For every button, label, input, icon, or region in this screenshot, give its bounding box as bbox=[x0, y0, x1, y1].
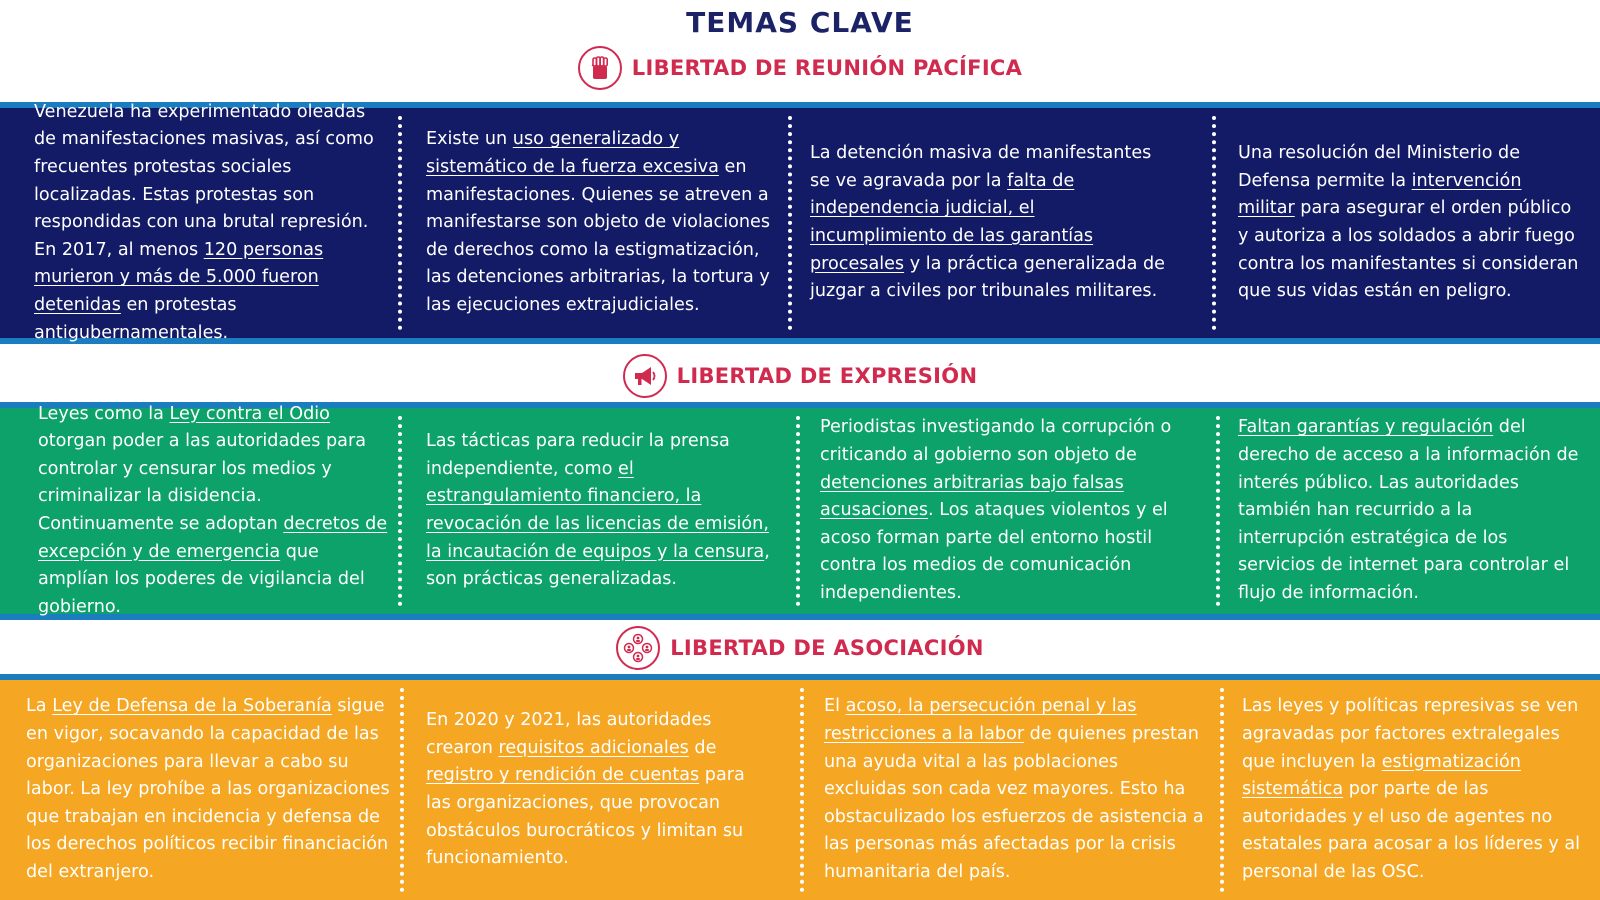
highlighted-phrase: requisitos adicionales bbox=[498, 737, 689, 758]
section-heading-expresion bbox=[0, 354, 1600, 398]
section-title: LIBERTAD DE REUNIÓN PACÍFICA bbox=[631, 56, 1023, 80]
column-text bbox=[426, 707, 774, 873]
text-run: Leyes como la bbox=[38, 403, 170, 424]
text-run: otorgan poder a las autoridades para controlar y censurar los medios y criminalizar la disidencia. Continuamente se adoptan bbox=[38, 431, 366, 534]
text-run: Venezuela ha experimentado oleadas de manifestaciones masivas, así como frecuentes protestas sociales localizadas. Estas protestas son respondidas con una brutal represión. En 2017, al menos bbox=[34, 101, 374, 260]
text-run: para las organizaciones, que provocan obstáculos burocráticos y limitan su funcionamiento. bbox=[426, 765, 745, 869]
text-run: por parte de las autoridades y el uso de agentes no estatales para acosar a los líderes y al personal de las OSC. bbox=[1242, 779, 1581, 882]
highlighted-phrase: registro y rendición de cuentas bbox=[426, 765, 700, 786]
text-run: La bbox=[26, 696, 53, 717]
column-text bbox=[1242, 693, 1586, 886]
section-band-asociacion bbox=[0, 674, 1600, 900]
text-run: en manifestaciones. Quienes se atreven a manifestarse son objeto de violaciones de derechos como la estigmatización, las detenciones arbitrarias, la tortura y las ejecuciones extrajudiciales. bbox=[426, 157, 770, 315]
text-run: La detención masiva de manifestantes se ve agravada por la bbox=[810, 143, 1152, 191]
column-2 bbox=[398, 408, 796, 614]
text-run: y la práctica generalizada de juzgar a civiles por tribunales militares. bbox=[810, 253, 1165, 302]
column-2 bbox=[398, 108, 788, 338]
text-run: . Los ataques violentos y el acoso forman parte del entorno hostil contra los medios de comunicación independientes. bbox=[820, 500, 1168, 603]
section-heading-asociacion bbox=[0, 626, 1600, 670]
megaphone-icon bbox=[623, 354, 667, 398]
column-text bbox=[26, 693, 394, 886]
people-network-icon bbox=[616, 626, 660, 670]
section-band-reunion bbox=[0, 102, 1600, 344]
column-text bbox=[1238, 414, 1580, 607]
column-3 bbox=[800, 680, 1220, 900]
column-4 bbox=[1212, 108, 1600, 338]
column-1 bbox=[0, 680, 400, 900]
text-run: sigue en vigor, socavando la capacidad de las organizaciones para llevar a cabo su labor. La ley prohíbe a las organizaciones que trabajan en incidencia y defensa de los derechos políticos recibir financiación del extranjero. bbox=[26, 696, 390, 882]
highlighted-phrase: intervención militar bbox=[1238, 170, 1522, 219]
column-4 bbox=[1220, 680, 1600, 900]
section-band-expresion bbox=[0, 402, 1600, 620]
highlighted-phrase: detenciones arbitrarias bajo falsas acusaciones bbox=[820, 472, 1124, 521]
column-text bbox=[824, 693, 1204, 886]
column-4 bbox=[1216, 408, 1600, 614]
highlighted-phrase: 120 personas murieron y más de 5.000 fueron detenidas bbox=[34, 239, 324, 315]
column-1 bbox=[0, 403, 398, 617]
text-run: Periodistas investigando la corrupción o criticando al gobierno son objeto de bbox=[820, 417, 1172, 466]
text-run: Las leyes y políticas represivas se ven agravadas por factores extralegales que incluyen la bbox=[1242, 696, 1579, 772]
text-run: Una resolución del Ministerio de Defensa permite la bbox=[1238, 143, 1521, 191]
text-run: Existe un bbox=[426, 129, 513, 150]
text-run: de bbox=[688, 737, 717, 758]
column-text bbox=[810, 140, 1172, 306]
page-title: TEMAS CLAVE bbox=[686, 6, 914, 39]
text-run: que amplían los poderes de vigilancia del gobierno. bbox=[38, 541, 365, 617]
column-text bbox=[1238, 140, 1580, 306]
highlighted-phrase: acoso, la persecución penal y las restricciones a la labor bbox=[824, 696, 1137, 745]
column-1 bbox=[0, 101, 398, 343]
text-run: En 2020 y 2021, las autoridades crearon bbox=[426, 710, 712, 758]
text-run: en protestas antigubernamentales. bbox=[34, 294, 237, 343]
text-run: de quienes prestan una ayuda vital a las poblaciones excluidas son cada vez mayores. Esto ha obstaculizado los esfuerzos de asistencia a las personas más afectadas por la crisis humanitaria del país. bbox=[824, 724, 1204, 882]
highlighted-phrase: Ley contra el Odio bbox=[169, 403, 330, 424]
column-text bbox=[426, 126, 772, 319]
section-title: LIBERTAD DE EXPRESIÓN bbox=[676, 364, 978, 388]
highlighted-phrase: Faltan garantías y regulación bbox=[1238, 417, 1494, 438]
section-title: LIBERTAD DE ASOCIACIÓN bbox=[670, 636, 984, 660]
section-heading-reunion bbox=[0, 46, 1600, 90]
column-3 bbox=[788, 108, 1212, 338]
column-text bbox=[426, 428, 782, 594]
highlighted-phrase: falta de independencia judicial, el incumplimiento de las garantías procesales bbox=[810, 170, 1094, 274]
highlighted-phrase: decretos de excepción y de emergencia bbox=[38, 514, 388, 562]
text-run: del derecho de acceso a la información de interés público. Las autoridades también han recurrido a la interrupción estratégica de los servicios de internet para controlar el flujo de información. bbox=[1238, 417, 1579, 603]
column-text bbox=[34, 99, 386, 347]
column-3 bbox=[796, 408, 1216, 614]
column-text bbox=[820, 414, 1186, 607]
text-run: Las tácticas para reducir la prensa independiente, como bbox=[426, 431, 730, 479]
column-text bbox=[38, 401, 390, 622]
highlighted-phrase: el estrangulamiento financiero, la revocación de las licencias de emisión, la incautación de equipos y la censura bbox=[426, 458, 769, 562]
highlighted-phrase: uso generalizado y sistemático de la fuerza excesiva bbox=[426, 129, 719, 178]
highlighted-phrase: estigmatización sistemática bbox=[1242, 751, 1521, 800]
column-2 bbox=[400, 680, 800, 900]
text-run: El bbox=[824, 696, 846, 717]
raised-fist-icon bbox=[578, 46, 622, 90]
highlighted-phrase: Ley de Defensa de la Soberanía bbox=[52, 696, 332, 717]
text-run: , son prácticas generalizadas. bbox=[426, 541, 770, 590]
text-run: para asegurar el orden público y autoriza a los soldados a abrir fuego contra los manifestantes si consideran que sus vidas están en peligro. bbox=[1238, 198, 1579, 302]
